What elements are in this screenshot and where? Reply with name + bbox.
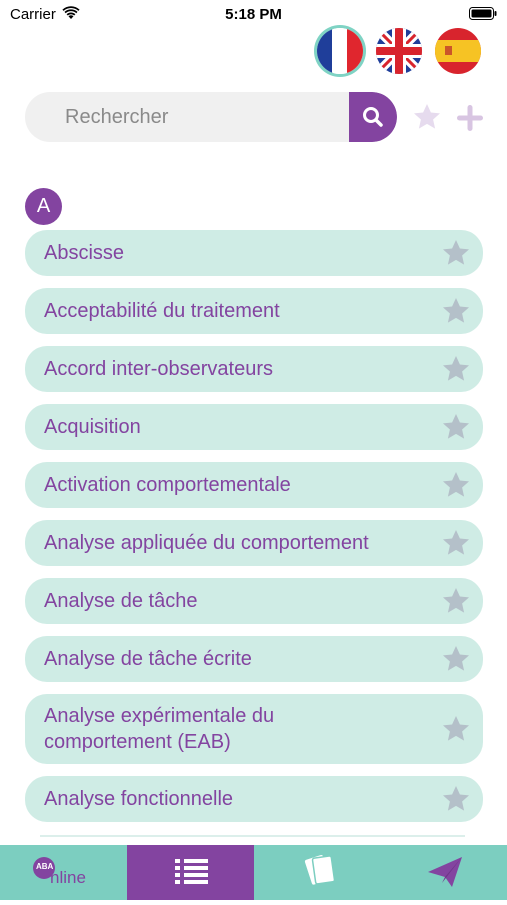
flag-english-icon[interactable] (376, 28, 422, 74)
favorite-star-icon[interactable] (441, 586, 471, 616)
clock: 5:18 PM (225, 6, 282, 23)
logo-small-text: ABA (36, 862, 54, 871)
term-list-item[interactable] (25, 578, 483, 624)
term-label: Acceptabilité du traitement (44, 300, 280, 322)
favorite-star-icon[interactable] (441, 784, 471, 814)
term-label: Accord inter-observateurs (44, 358, 273, 380)
favorite-star-icon[interactable] (441, 354, 471, 384)
search-button[interactable] (349, 92, 397, 142)
term-list-item[interactable] (25, 694, 483, 764)
favorite-star-icon[interactable] (441, 296, 471, 326)
term-list-item[interactable] (25, 776, 483, 822)
battery-icon (469, 7, 497, 24)
list-icon (127, 845, 254, 900)
term-label: Analyse fonctionnelle (44, 788, 234, 810)
favorite-star-icon[interactable] (441, 714, 471, 744)
add-button[interactable] (455, 103, 485, 133)
term-list-item[interactable] (25, 230, 483, 276)
term-label: Analyse appliquée du comportement (44, 532, 369, 554)
favorite-star-icon[interactable] (441, 470, 471, 500)
term-label: Analyse expérimentale du comportement (EAB) (44, 705, 275, 753)
paper-plane-icon (380, 845, 507, 900)
term-list-item[interactable] (25, 636, 483, 682)
search-icon (349, 92, 397, 142)
favorite-star-icon[interactable] (441, 644, 471, 674)
plus-icon (455, 103, 485, 133)
tab-send[interactable] (380, 845, 507, 900)
search-input[interactable] (25, 92, 347, 142)
term-list-item[interactable] (25, 462, 483, 508)
tab-flashcards[interactable] (254, 845, 381, 900)
carrier-label: Carrier (10, 6, 56, 23)
term-list (25, 230, 483, 834)
logo-text: nline (50, 868, 86, 887)
term-label: Analyse de tâche (44, 590, 198, 612)
list-divider (40, 835, 465, 837)
term-label: Acquisition (44, 416, 141, 438)
cards-icon (254, 845, 381, 900)
favorite-star-icon[interactable] (441, 412, 471, 442)
section-letter-badge: A (25, 188, 62, 225)
favorite-star-icon[interactable] (441, 238, 471, 268)
favorite-star-icon[interactable] (441, 528, 471, 558)
term-label: Abscisse (44, 242, 125, 264)
tab-bar (0, 845, 507, 900)
star-icon (412, 102, 442, 132)
flag-spanish-icon[interactable] (435, 28, 481, 74)
term-list-item[interactable] (25, 346, 483, 392)
term-list-item[interactable] (25, 404, 483, 450)
status-bar (0, 0, 507, 28)
term-list-item[interactable] (25, 288, 483, 334)
favorites-filter-button[interactable] (412, 102, 442, 132)
search-bar (25, 92, 397, 142)
tab-home[interactable] (0, 845, 127, 900)
term-label: Analyse de tâche écrite (44, 648, 252, 670)
term-label: Activation comportementale (44, 474, 291, 496)
tab-glossary-list[interactable] (127, 845, 254, 900)
term-list-item[interactable] (25, 520, 483, 566)
flag-french-icon[interactable] (317, 28, 363, 74)
